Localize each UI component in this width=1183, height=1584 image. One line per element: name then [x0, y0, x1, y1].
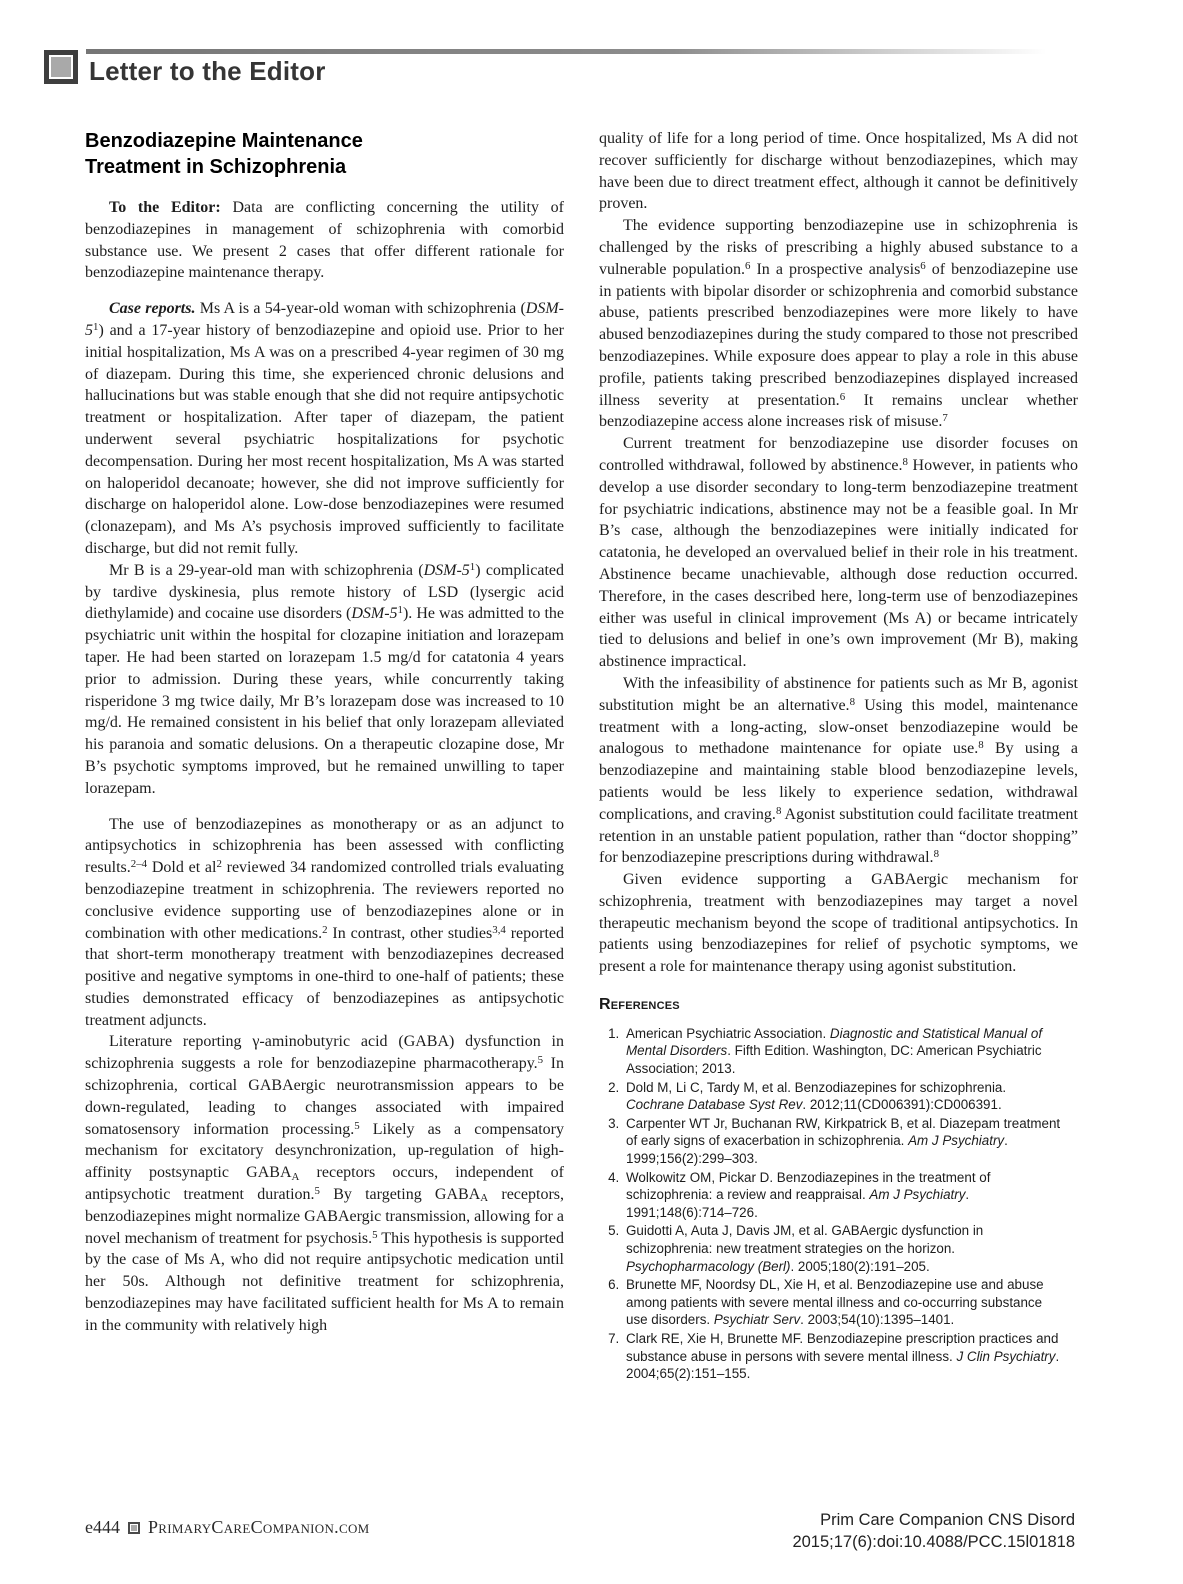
- paragraph: quality of life for a long period of time. Once hospitalized, Ms A did not recover sufficiently for discharge without benzodiazepines, which may have been due to direct treatment effect, although it cannot be definitively proven.: [599, 130, 1078, 213]
- paragraph: To the Editor: Data are conflicting concerning the utility of benzodiazepines in management of schizophrenia with comorbid substance use. We present 2 cases that offer different rationale for benzodiazepine maintenance therapy.: [85, 199, 564, 282]
- references-heading: References: [599, 996, 680, 1014]
- paragraph: The use of benzodiazepines as monotherapy or as an adjunct to antipsychotics in schizophrenia has been assessed with conflicting results.$^{2-4}$ Dold et $al^2$ reviewed 34 randomized controlled trials evaluating benzodiazepine treatment in schizophrenia. The reviewers reported no conclusive evidence supporting use of benzodiazepines alone or in combination with other medications.$^2$ In contrast, other studies$^{3,4}$ reported that short-term monotherapy treatment with benzodiazepines decreased positive and negative symptoms in one-third to one-half of patients; these studies demonstrated efficacy of benzodiazepines as antipsychotic treatment adjuncts.: [85, 815, 565, 1029]
- reference-item: 3. Carpenter WT Jr, Buchanan RW, Kirkpatrick B, et al. Diazepam treatment of early signs of exacerbation in schizophrenia. Am J Psychiatry. 1999;156(2):299–303.: [623, 1115, 1066, 1168]
- footer-left: [85, 1517, 370, 1538]
- section-label: Letter to the Editor: [89, 56, 326, 86]
- footer-page-number: e444: [85, 1517, 120, 1537]
- reference-item: 6. Brunette MF, Noordsy DL, Xie H, et al. Benzodiazepine use and abuse among patients with severe mental illness and co-occurring substance use disorders. Psychiatr Serv. 2003;54(10):1395–1401.: [623, 1276, 1066, 1329]
- footer-square-icon-inner: [130, 1524, 138, 1532]
- footer-right: [792, 1510, 1075, 1553]
- paragraph: Current treatment for benzodiazepine use disorder focuses on controlled withdrawal, followed by abstinence.$^8$ However, in patients who develop a use disorder secondary to long-term benzodiazepine treatment for psychiatric indications, abstinence may not be a feasible goal. In Mr B’s case, although the benzodiazepines were initially indicated for catatonia, he developed an overvalued belief in their role in his treatment. Abstinence became unachievable, although dose reduction occurred. Therefore, in the cases described here, long-term use of benzodiazepines either was useful in clinical improvement (Ms A) or became intricately tied to delusions and belief in one’s own improvement (Mr B), making abstinence impractical.: [599, 435, 1078, 671]
- paragraph: The evidence supporting benzodiazepine use in schizophrenia is challenged by the risks of prescribing a highly abused substance to a vulnerable population.$^6$ In a prospective analysis$^6$ of benzodiazepine use in patients with bipolar disorder or schizophrenia and comorbid substance abuse, patients prescribed benzodiazepines were more likely to have abused benzodiazepines during the study compared to those not prescribed benzodiazepines. While exposure does appear to play a role in this abuse profile, patients taking prescribed benzodiazepines displayed increased illness severity at presentation.$^6$ It remains unclear whether benzodiazepine access alone increases risk of misuse.$^7$: [599, 217, 1079, 431]
- right-column-paragraphs: [599, 128, 1078, 978]
- paragraph: Literature reporting γ-aminobutyric acid (GABA) dysfunction in schizophrenia suggests a role for benzodiazepine pharmacotherapy.$^5$ In schizophrenia, cortical GABAergic neurotransmission appears to be down-regulated, leading to changes associated with impaired somatosensory information processing.$^5$ Likely as a compensatory mechanism for excitatory desynchronization, up-regulation of high-affinity postsynaptic $GABA_A$ receptors occurs, independent of antipsychotic treatment duration.$^5$ By targeting $GABA_A$ receptors, benzodiazepines might normalize GABAergic transmission, allowing for a novel mechanism of treatment for psychosis.$^5$ This hypothesis is supported by the case of Ms A, who did not require antipsychotic medication until her 50s. Although not definitive treatment for schizophrenia, benzodiazepines may have facilitated sufficient health for Ms A to remain in the community with relatively high: [85, 1033, 564, 1334]
- left-column-paragraphs: [85, 197, 564, 1337]
- section-square-icon: [44, 50, 78, 84]
- footer-site-url: PrimaryCareCompanion.com: [148, 1517, 370, 1537]
- paragraph: Mr B is a 29-year-old man with schizophrenia $(DSM-5^1)$ complicated by tardive dyskinesia, plus remote history of LSD (lysergic acid diethylamide) and cocaine use disorders $(DSM-5^1)$. He was admitted to the psychiatric unit within the hospital for clozapine initiation and lorazepam taper. He had been started on lorazepam 1.5 mg/d for catatonia 4 years prior to admission. During these years, while concurrently taking risperidone 3 mg twice daily, Mr B’s lorazepam dose was increased to 10 mg/d. He remained consistent in his belief that only lorazepam alleviated his paranoia and somatic delusions. On a therapeutic clozapine dose, Mr B’s psychotic symptoms improved, but he remained unwilling to taper lorazepam.: [85, 560, 565, 797]
- reference-item: 1. American Psychiatric Association. Diagnostic and Statistical Manual of Mental Disorders. Fifth Edition. Washington, DC: American Psychiatric Association; 2013.: [623, 1025, 1066, 1078]
- footer-journal-name: Prim Care Companion CNS Disord: [820, 1511, 1075, 1529]
- footer-citation: 2015;17(6):doi:10.4088/PCC.15l01818: [792, 1532, 1075, 1551]
- footer-square-icon: [128, 1522, 140, 1534]
- paragraph: With the infeasibility of abstinence for patients such as Mr B, agonist substitution might be an alternative.$^8$ Using this model, maintenance treatment with a long-acting, slow-onset benzodiazepine would be analogous to methadone maintenance for opiate use.$^8$ By using a benzodiazepine and maintaining stable blood benzodiazepine levels, patients would be less likely to experience sedation, withdrawal complications, and craving.$^8$ Agonist substitution could facilitate treatment retention in an unstable patient population, rather than “doctor shopping” for benzodiazepine prescriptions during withdrawal.$^8$: [599, 674, 1078, 867]
- paragraph: Given evidence supporting a GABAergic mechanism for schizophrenia, treatment with benzodiazepines may target a novel therapeutic mechanism beyond the scope of traditional antipsychotics. In patients using benzodiazepines for relief of psychotic symptoms, we present a role for maintenance therapy using agonist substitution.: [599, 871, 1078, 976]
- reference-item: 4. Wolkowitz OM, Pickar D. Benzodiazepines in the treatment of schizophrenia: a review and reappraisal. Am J Psychiatry. 1991;148(6):714–726.: [623, 1169, 1066, 1222]
- right-column: [599, 128, 1078, 1384]
- article-title: [85, 128, 564, 180]
- article-title-line1: Benzodiazepine Maintenance: [85, 130, 363, 152]
- paragraph: Case reports. Ms A is a 54-year-old woman with schizophrenia $(DSM-5^1)$ and a 17-year history of benzodiazepine and opioid use. Prior to her initial hospitalization, Ms A was on a prescribed 4-year regimen of 30 mg of diazepam. During this time, she experienced chronic delusions and hallucinations but was stable enough that she did not require antipsychotic treatment or hospitalization. After taper of diazepam, the patient underwent several psychiatric hospitalizations for psychotic decompensation. During her most recent hospitalization, Ms A was started on haloperidol decanoate; however, she did not improve sufficiently for discharge on haloperidol alone. Low-dose benzodiazepines were resumed (clonazepam), and Ms A’s psychosis improved sufficiently to facilitate discharge, but did not remit fully.: [85, 300, 564, 557]
- left-column: [85, 128, 564, 1337]
- reference-item: 7. Clark RE, Xie H, Brunette MF. Benzodiazepine prescription practices and substance abuse in persons with severe mental illness. J Clin Psychiatry. 2004;65(2):151–155.: [623, 1330, 1066, 1383]
- header-rule: [86, 49, 1066, 54]
- reference-item: 2. Dold M, Li C, Tardy M, et al. Benzodiazepines for schizophrenia. Cochrane Database Syst Rev. 2012;11(CD006391):CD006391.: [623, 1079, 1066, 1114]
- section-square-icon-inner: [49, 55, 73, 79]
- reference-item: 5. Guidotti A, Auta J, Davis JM, et al. GABAergic dysfunction in schizophrenia: new treatment strategies on the horizon. Psychopharmacology (Berl). 2005;180(2):191–205.: [623, 1222, 1066, 1275]
- article-title-line2: Treatment in Schizophrenia: [85, 156, 347, 178]
- references-list: [599, 1025, 1078, 1383]
